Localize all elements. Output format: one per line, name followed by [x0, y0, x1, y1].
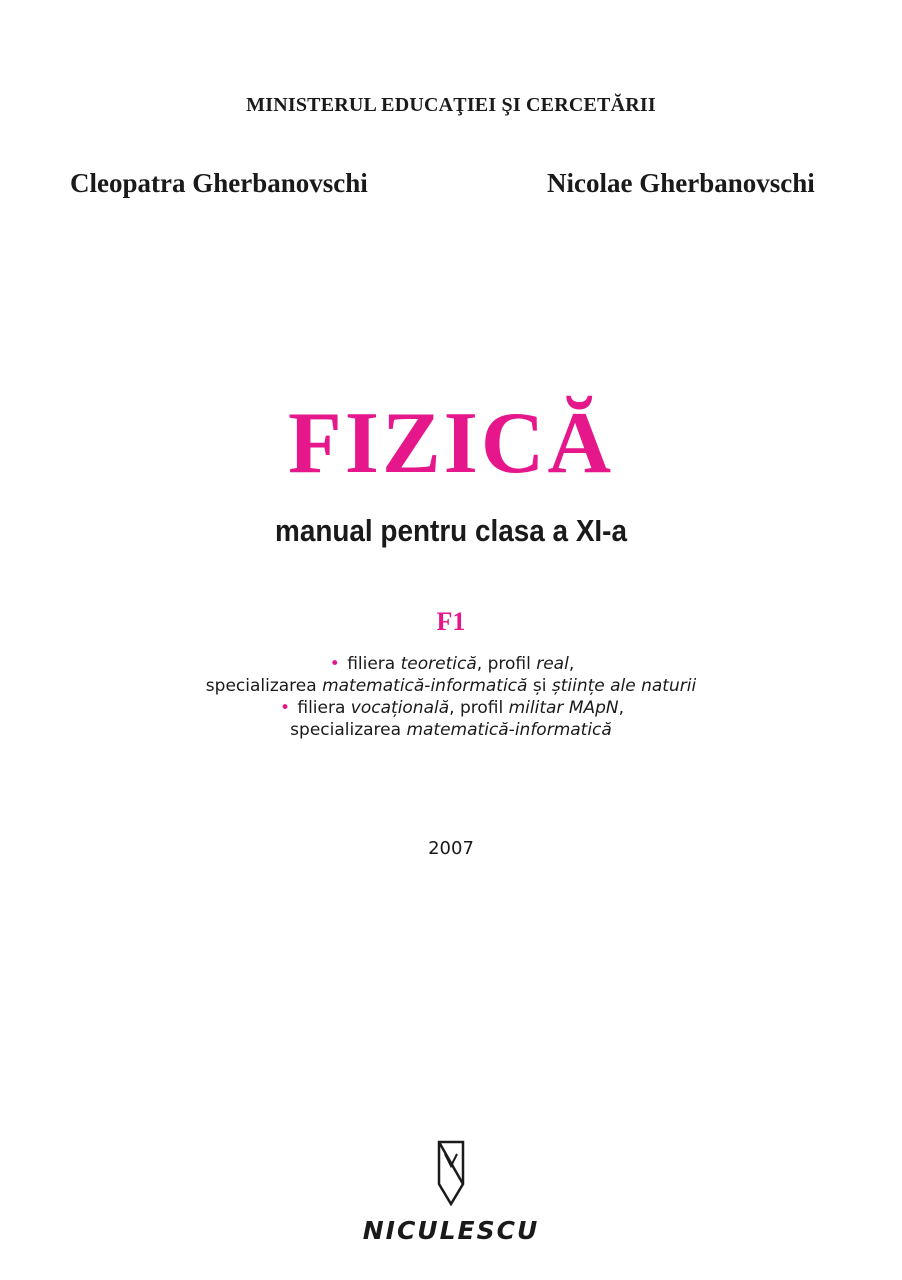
profile-text: filiera [347, 654, 401, 674]
publisher-name: NICULESCU [362, 1216, 540, 1245]
book-subtitle: manual pentru clasa a XI-a [275, 513, 627, 548]
profile-emphasis: matematică-informatică [406, 720, 612, 740]
profile-line-4 [0, 719, 902, 741]
profile-text: specializarea [205, 676, 323, 696]
profile-emphasis: teoretică [400, 654, 477, 674]
bullet-icon: • [279, 698, 290, 718]
profile-emphasis: științe ale naturii [551, 676, 697, 696]
curriculum-code: F1 [436, 607, 466, 636]
profile-text: , profil [449, 698, 509, 718]
profile-line-2 [0, 675, 902, 697]
profile-text: și [527, 676, 552, 696]
profile-text: , [618, 698, 625, 718]
ministry-heading: MINISTERUL EDUCAŢIEI ŞI CERCETĂRII [246, 94, 656, 116]
profile-line-1 [0, 653, 902, 675]
profile-emphasis: matematică-informatică [322, 676, 528, 696]
profile-emphasis: real [536, 654, 569, 674]
author-left: Cleopatra Gherbanovschi [70, 168, 368, 198]
book-title: FIZICĂ [287, 395, 615, 492]
profile-text: specializarea [290, 720, 407, 740]
author-right: Nicolae Gherbanovschi [547, 168, 815, 198]
profile-text: , [568, 654, 575, 674]
niculescu-logo-icon [437, 1140, 465, 1206]
profile-text: filiera [297, 698, 351, 718]
profile-emphasis: militar MApN [508, 698, 619, 718]
publication-year: 2007 [428, 838, 474, 859]
profile-emphasis: vocațională [350, 698, 450, 718]
profile-description [0, 653, 902, 741]
profile-line-3 [0, 697, 902, 719]
profile-text: , profil [476, 654, 537, 674]
bullet-icon: • [329, 654, 340, 674]
